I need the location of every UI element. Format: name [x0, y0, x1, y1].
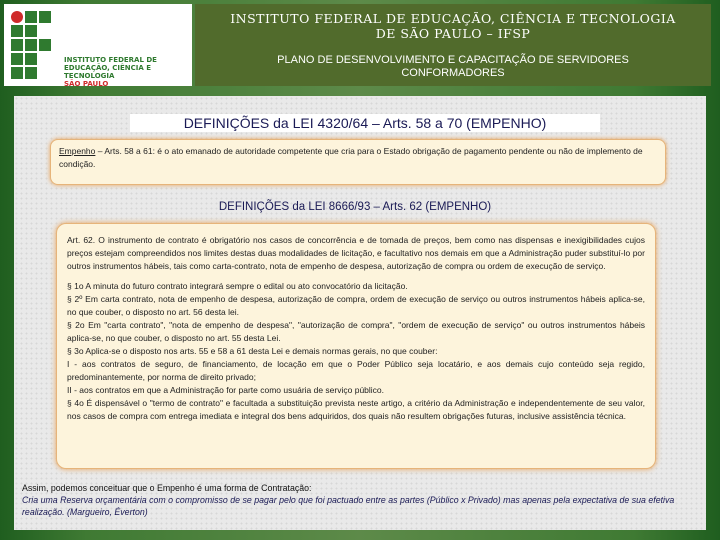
slide-header	[0, 0, 720, 90]
conclusion-quote: Cria uma Reserva orçamentária com o compromisso de se pagar pelo que foi pactuado entre as partes (Público x Privado) mas apenas pela expectativa de sua efetiva realização. (Margueiro, Éverton)	[22, 495, 675, 517]
institute-name	[195, 11, 711, 41]
article-62-text: Art. 62. O instrumento de contrato é obrigatório nos casos de concorrência e de tomada de preços, bem como nas dispensas e inexigibilidades cujos preços estejam compreendidos nos limites destas duas modalidades de licitação, e facultativo nos demais em que a Administração puder substituí-lo por outros instrumentos hábeis, tais como carta-contrato, nota de empenho de despesa, autorização de compra ou ordem de execução de serviço.	[67, 235, 645, 271]
logo-wordmark	[64, 56, 192, 88]
ifsp-logo	[4, 4, 192, 86]
paragraph-3: § 3o Aplica-se o disposto nos arts. 55 e 58 a 61 desta Lei e demais normas gerais, no que couber:	[67, 346, 438, 356]
plan-line-2: CONFORMADORES	[401, 67, 505, 79]
section-2-title: DEFINIÇÕES da LEI 8666/93 – Arts. 62 (EMPENHO)	[218, 201, 492, 213]
logo-line-2: EDUCAÇÃO, CIÊNCIA E TECNOLOGIA	[64, 64, 152, 80]
item-ii: II - aos contratos em que a Administração for parte como usuária de serviço público.	[67, 385, 385, 395]
institute-line-2: DE SÃO PAULO – IFSP	[375, 26, 531, 41]
plan-title	[195, 54, 711, 80]
ifsp-logo-icon	[10, 10, 62, 80]
conclusion-statement: Assim, podemos conceituar que o Empenho é uma forma de Contratação:	[22, 483, 312, 493]
paragraph-1: § 1o A minuta do futuro contrato integrará sempre o edital ou ato convocatório da licitação.	[67, 281, 408, 291]
plan-line-1: PLANO DE DESENVOLVIMENTO E CAPACITAÇÃO DE SERVIDORES	[277, 54, 629, 66]
paragraph-4: § 4o É dispensável o "termo de contrato" e facultada a substituição prevista neste artigo, a critério da Administração e independentemente de seu valor, nos casos de compra com entrega imediata e integral dos bens adquiridos, dos quais não resultem obrigações futuras, inclusive assistência técnica.	[67, 398, 645, 421]
institute-line-1: INSTITUTO FEDERAL DE EDUCAÇÃO, CIÊNCIA E TECNOLOGIA	[230, 11, 676, 26]
empenho-term: Empenho	[59, 146, 96, 156]
conclusion	[22, 482, 698, 524]
section-1-title: DEFINIÇÕES da LEI 4320/64 – Arts. 58 a 70 (EMPENHO)	[130, 114, 600, 132]
section-1-text	[59, 145, 657, 171]
section-2-callout	[56, 223, 656, 469]
section-2-text	[67, 234, 645, 423]
empenho-definition: – Arts. 58 a 61: é o ato emanado de autoridade competente que cria para o Estado obrigação de pagamento pendente ou não de implemento de condição.	[59, 146, 643, 169]
paragraph-2-alt: § 2o Em "carta contrato", "nota de empenho de despesa", "autorização de compra", "ordem de execução de serviço" ou outros instrumentos hábeis aplica-se, no que couber, o disposto no art. 55 desta Lei.	[67, 320, 645, 343]
item-i: I - aos contratos de seguro, de financiamento, de locação em que o Poder Público seja locatário, e aos demais cujo conteúdo seja regido, predominantemente, por norma de direito privado;	[67, 359, 645, 382]
logo-line-1: INSTITUTO FEDERAL DE	[64, 56, 157, 64]
paragraph-2: § 2º Em carta contrato, nota de empenho de despesa, autorização de compra, ordem de execução de serviço ou outros instrumentos hábeis aplica-se, no que couber, o disposto no art. 56 desta lei.	[67, 294, 645, 317]
logo-line-3: SÃO PAULO	[64, 80, 109, 88]
section-1-callout	[50, 139, 666, 185]
header-band	[195, 4, 711, 86]
